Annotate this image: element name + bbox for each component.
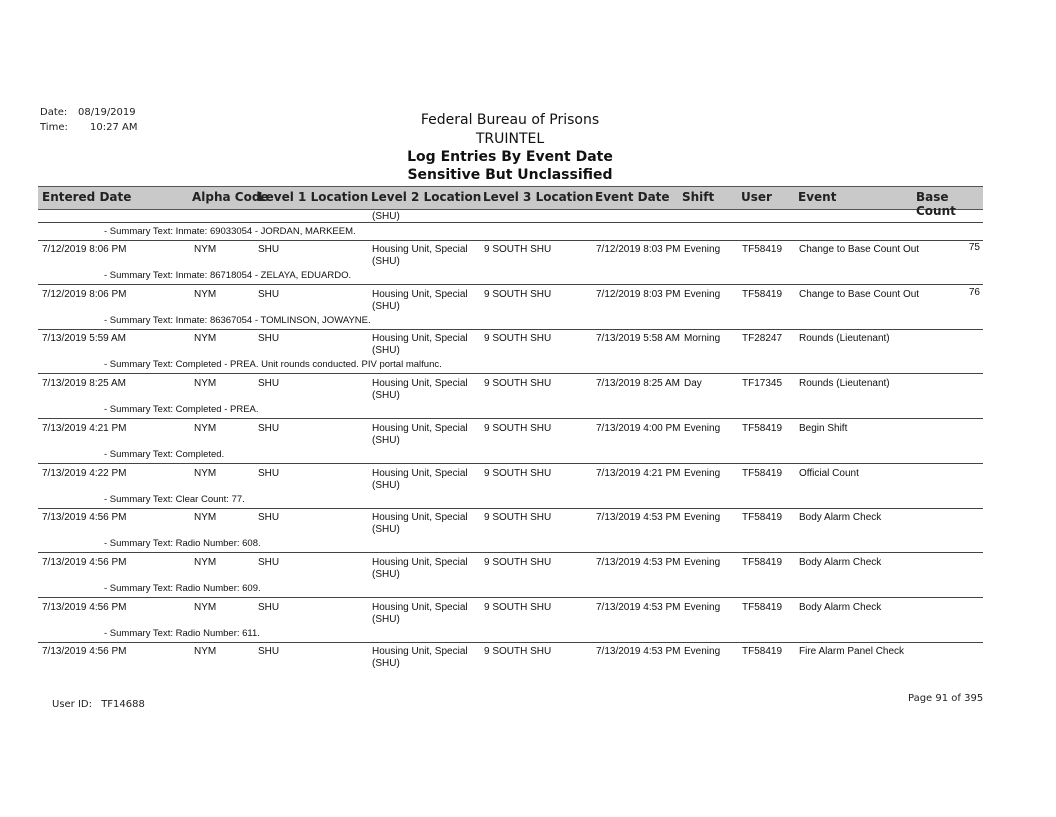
event-cell: Rounds (Lieutenant) [799, 378, 890, 390]
level3-cell: 9 SOUTH SHU [484, 646, 552, 658]
event-cell: Begin Shift [799, 422, 848, 434]
level3-cell: 9 SOUTH SHU [484, 378, 552, 390]
shift-cell: Evening [684, 556, 721, 568]
summary-text: - Summary Text: Radio Number: 611. [104, 627, 260, 639]
report-time [40, 122, 137, 133]
entered-date-cell: 7/13/2019 4:56 PM [42, 512, 127, 524]
level1-cell: SHU [258, 556, 280, 568]
event-cell: Body Alarm Check [799, 512, 882, 524]
event-date-cell: 7/13/2019 4:53 PM [596, 646, 681, 658]
summary-text: - Summary Text: Completed - PREA. Unit rounds conducted. PIV portal malfunc. [104, 359, 442, 371]
alpha-code-cell: NYM [194, 601, 217, 613]
level2-cell: Housing Unit, Special (SHU) [372, 333, 468, 357]
base-count-cell: 75 [968, 242, 980, 253]
row-divider [38, 418, 983, 419]
entered-date-cell: 7/12/2019 8:06 PM [42, 288, 127, 300]
shift-cell: Evening [684, 244, 721, 255]
alpha-code-cell: NYM [194, 556, 217, 568]
level3-cell: 9 SOUTH SHU [484, 333, 552, 345]
entered-date-cell: 7/13/2019 8:25 AM [42, 378, 126, 390]
carryover-level2: (SHU) [372, 211, 400, 222]
footer-user-label: User ID: [52, 699, 92, 710]
report-classification: Sensitive But Unclassified [407, 167, 613, 183]
level2-cell: Housing Unit, Special (SHU) [372, 467, 468, 491]
alpha-code-cell: NYM [194, 288, 217, 300]
level3-cell: 9 SOUTH SHU [484, 288, 552, 300]
carryover-summary: - Summary Text: Inmate: 69033054 - JORDAN, MARKEEM. [104, 226, 356, 237]
row-divider [38, 463, 983, 464]
base-count-cell: 76 [968, 286, 980, 298]
col-base-count: Base Count [916, 190, 956, 218]
event-date-cell: 7/12/2019 8:03 PM [596, 244, 681, 255]
row-divider [38, 552, 983, 553]
level2-cell: Housing Unit, Special (SHU) [372, 512, 468, 536]
shift-cell: Evening [684, 422, 721, 434]
alpha-code-cell: NYM [194, 512, 217, 524]
shift-cell: Evening [684, 288, 721, 300]
level3-cell: 9 SOUTH SHU [484, 601, 552, 613]
user-cell: TF58419 [742, 467, 783, 479]
level3-cell: 9 SOUTH SHU [484, 467, 552, 479]
user-cell: TF28247 [742, 333, 783, 345]
user-cell: TF58419 [742, 512, 783, 524]
row-divider [38, 373, 983, 374]
col-user: User [741, 190, 772, 204]
col-level2: Level 2 Location [371, 190, 482, 204]
entered-date-cell: 7/13/2019 5:59 AM [42, 333, 126, 345]
alpha-code-cell: NYM [194, 378, 217, 390]
alpha-code-cell: NYM [194, 467, 217, 479]
event-date-cell: 7/13/2019 4:53 PM [596, 601, 681, 613]
row-divider [38, 597, 983, 598]
event-date-cell: 7/13/2019 4:00 PM [596, 422, 681, 434]
col-event: Event [798, 190, 837, 204]
shift-cell: Evening [684, 467, 721, 479]
level2-cell: Housing Unit, Special (SHU) [372, 601, 468, 625]
level1-cell: SHU [258, 244, 280, 255]
entered-date-cell: 7/13/2019 4:56 PM [42, 556, 127, 568]
footer-user [52, 699, 145, 710]
summary-text: - Summary Text: Radio Number: 609. [104, 582, 261, 594]
alpha-code-cell: NYM [194, 422, 217, 434]
level1-cell: SHU [258, 333, 280, 345]
col-alpha-code: Alpha Code [192, 190, 269, 204]
level1-cell: SHU [258, 422, 280, 434]
entered-date-cell: 7/13/2019 4:56 PM [42, 646, 127, 658]
level1-cell: SHU [258, 288, 280, 300]
col-shift: Shift [682, 190, 715, 204]
event-date-cell: 7/13/2019 4:21 PM [596, 467, 681, 479]
date-value: 08/19/2019 [78, 107, 136, 118]
level2-cell: Housing Unit, Special (SHU) [372, 378, 468, 402]
event-date-cell: 7/13/2019 5:58 AM [596, 333, 680, 345]
shift-cell: Evening [684, 512, 721, 524]
level2-cell: Housing Unit, Special (SHU) [372, 244, 468, 267]
level1-cell: SHU [258, 646, 280, 658]
event-cell: Rounds (Lieutenant) [799, 333, 890, 345]
event-date-cell: 7/13/2019 8:25 AM [596, 378, 680, 390]
summary-text: - Summary Text: Completed - PREA. [104, 404, 259, 416]
entered-date-cell: 7/13/2019 4:21 PM [42, 422, 127, 434]
summary-text: - Summary Text: Inmate: 86367054 - TOMLINSON, JOWAYNE. [104, 314, 371, 326]
row-divider [38, 240, 983, 241]
event-date-cell: 7/12/2019 8:03 PM [596, 288, 681, 300]
shift-cell: Day [684, 378, 702, 390]
event-cell: Official Count [799, 467, 859, 479]
level1-cell: SHU [258, 467, 280, 479]
shift-cell: Evening [684, 646, 721, 658]
page-number: Page 91 of 395 [908, 693, 984, 704]
event-cell: Change to Base Count Out [799, 244, 920, 255]
date-label: Date: [40, 107, 68, 118]
level1-cell: SHU [258, 378, 280, 390]
user-cell: TF58419 [742, 422, 783, 434]
row-divider [38, 642, 983, 643]
level1-cell: SHU [258, 601, 280, 613]
summary-text: - Summary Text: Completed. [104, 448, 225, 460]
summary-text: - Summary Text: Clear Count: 77. [104, 493, 245, 505]
event-cell: Change to Base Count Out [799, 288, 920, 300]
level2-cell: Housing Unit, Special (SHU) [372, 422, 468, 446]
time-value: 10:27 AM [90, 122, 138, 133]
report-date [40, 107, 136, 118]
row-divider [38, 222, 983, 223]
alpha-code-cell: NYM [194, 244, 217, 255]
report-title: Log Entries By Event Date [407, 149, 613, 165]
user-cell: TF58419 [742, 601, 783, 613]
user-cell: TF17345 [742, 378, 783, 390]
level3-cell: 9 SOUTH SHU [484, 512, 552, 524]
event-date-cell: 7/13/2019 4:53 PM [596, 512, 681, 524]
summary-text: - Summary Text: Inmate: 86718054 - ZELAYA, EDUARDO. [104, 270, 352, 281]
level1-cell: SHU [258, 512, 280, 524]
row-divider [38, 329, 983, 330]
report-org: Federal Bureau of Prisons [420, 112, 600, 128]
level2-cell: Housing Unit, Special (SHU) [372, 288, 468, 312]
alpha-code-cell: NYM [194, 646, 217, 658]
event-cell: Fire Alarm Panel Check [799, 646, 905, 658]
footer-user-value: TF14688 [101, 699, 145, 710]
user-cell: TF58419 [742, 288, 783, 300]
user-cell: TF58419 [742, 244, 783, 255]
shift-cell: Evening [684, 601, 721, 613]
col-entered-date: Entered Date [42, 190, 132, 204]
user-cell: TF58419 [742, 646, 783, 658]
col-level1: Level 1 Location [258, 190, 369, 204]
alpha-code-cell: NYM [194, 333, 217, 345]
time-label: Time: [40, 122, 68, 133]
event-date-cell: 7/13/2019 4:53 PM [596, 556, 681, 568]
col-event-date: Event Date [595, 190, 670, 204]
entered-date-cell: 7/12/2019 8:06 PM [42, 244, 127, 255]
entered-date-cell: 7/13/2019 4:56 PM [42, 601, 127, 613]
level3-cell: 9 SOUTH SHU [484, 556, 552, 568]
report-system: TRUINTEL [475, 131, 545, 147]
entered-date-cell: 7/13/2019 4:22 PM [42, 467, 127, 479]
level2-cell: Housing Unit, Special (SHU) [372, 646, 468, 670]
level3-cell: 9 SOUTH SHU [484, 244, 552, 255]
event-cell: Body Alarm Check [799, 556, 882, 568]
col-level3: Level 3 Location [483, 190, 594, 204]
event-cell: Body Alarm Check [799, 601, 882, 613]
summary-text: - Summary Text: Radio Number: 608. [104, 538, 261, 550]
shift-cell: Morning [684, 333, 721, 345]
row-divider [38, 508, 983, 509]
user-cell: TF58419 [742, 556, 783, 568]
row-divider [38, 284, 983, 285]
level2-cell: Housing Unit, Special (SHU) [372, 556, 468, 580]
level3-cell: 9 SOUTH SHU [484, 422, 552, 434]
